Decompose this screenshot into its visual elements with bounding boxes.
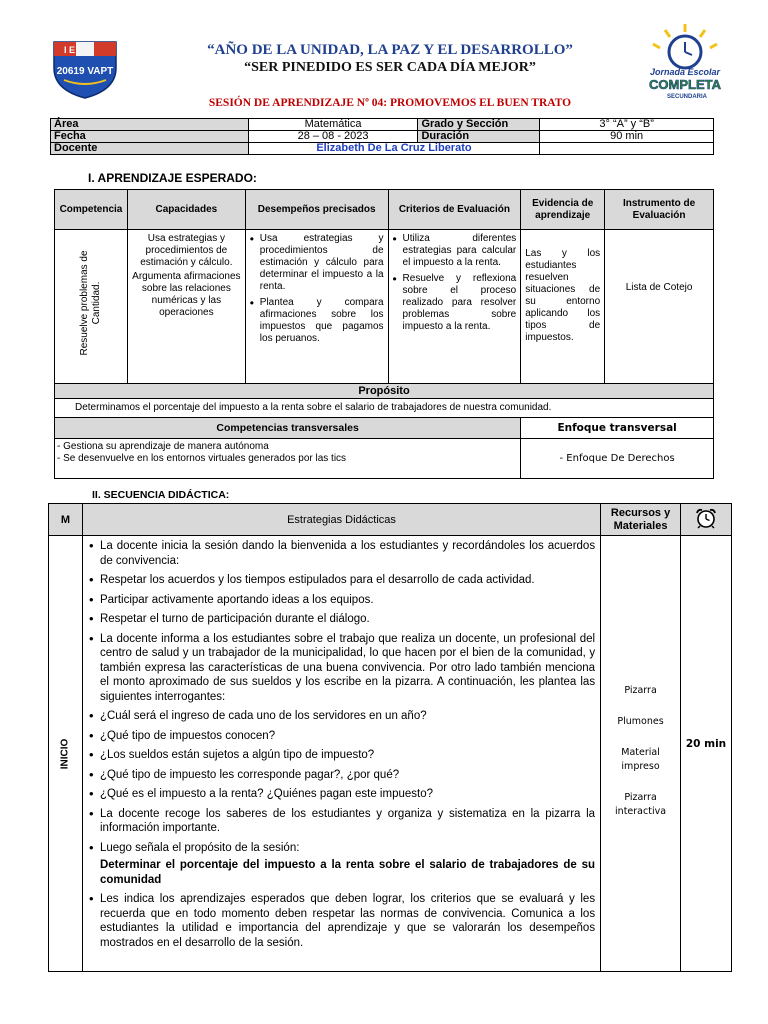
strategies-cell (82, 536, 600, 972)
col-capacidades: Capacidades (127, 190, 245, 230)
resource-item: Pizarra interactiva (615, 792, 667, 817)
strategy-item: • Participar activamente aportando ideas a los equipos. (87, 593, 595, 608)
strategy-item: • Luego señala el propósito de la sesión: (87, 841, 595, 856)
jornada-completa-logo (645, 22, 725, 100)
learning-body-row (55, 230, 714, 384)
col-criterios: Criterios de Evaluación (388, 190, 521, 230)
alarm-clock-icon (694, 507, 718, 529)
page-header (0, 0, 768, 118)
strategy-item: • ¿Los sueldos están sujetos a algún tipo de impuesto? (87, 748, 595, 763)
col-estrategias: Estrategias Didácticas (82, 504, 600, 536)
col-desempenos: Desempeños precisados (245, 190, 388, 230)
logo-line2: COMPLETA (649, 77, 721, 92)
resource-item: Pizarra (624, 685, 657, 696)
transversal-header-row (55, 418, 714, 439)
moment-cell (49, 536, 83, 972)
capacidad-item: Argumenta afirmaciones sobre las relaciones numéricas y las operaciones (132, 271, 241, 318)
strategy-item: • La docente informa a los estudiantes sobre el trabajo que realiza un docente, un profesional del centro de salud y un trabajador de la municipalidad, lo que hacen por el bien de la comunidad, y también expresa las características de una buena convivencia. Por otro lado también menciona el monto aproximado de sus sueldos y los escribe en la pizarra. A continuación, les plantea las siguientes interrogantes: (87, 632, 595, 705)
desempenos-cell (245, 230, 388, 384)
strategy-item: • Respetar el turno de participación durante el diálogo. (87, 612, 595, 627)
capacidad-item: Usa estrategias y procedimientos de estimación y cálculo. (140, 233, 233, 268)
competencia-cell (55, 230, 128, 384)
transversal-item: - Gestiona su aprendizaje de manera autónoma (57, 441, 269, 452)
learning-table (54, 189, 714, 479)
strategy-item: • Les indica los aprendizajes esperados que deben lograr, los criterios que se evaluará y les recuerda que en todo momento deben respetar las normas de convivencia. Comunica a los estudiantes la utilidad e importancia del aprendizaje y que se valorarán los desempeños mostrados en el desarrollo de la sesión. (87, 892, 595, 950)
strategy-item: • La docente inicia la sesión dando la bienvenida a los estudiantes y recordándoles los acuerdos de convivencia: (87, 539, 595, 568)
desempeno-item: • Usa estrategias y procedimientos de estimación y cálculo para determinar el impuesto a la renta. (250, 233, 384, 293)
section2-title: II. SECUENCIA DIDÁCTICA: (92, 489, 230, 501)
resources-cell (601, 536, 681, 972)
criterio-item: • Resuelve y reflexiona sobre el proceso realizado para resolver problemas sobre impuesto a la renta. (393, 273, 517, 333)
enfoque-label: Enfoque transversal (521, 418, 714, 439)
strategy-item: • Respetar los acuerdos y los tiempos estipulados para el desarrollo de cada actividad. (87, 573, 595, 588)
area-value: Matemática (248, 119, 418, 131)
grade-value: 3° “A” y “B” (540, 119, 714, 131)
transversal-body-row (55, 439, 714, 479)
teacher-name: Elizabeth De La Cruz Liberato (248, 143, 540, 155)
duration-label: Duración (418, 131, 540, 143)
session-goal: Determinar el porcentaje del impuesto a la renta sobre el salario de trabajadores de su comunidad (99, 859, 596, 886)
sequence-header-row (49, 504, 732, 536)
grade-label: Grado y Sección (418, 119, 540, 131)
session-title: SESIÓN DE APRENDIZAJE Nº 04: PROMOVEMOS EL BUEN TRATO (208, 97, 572, 109)
transversal-item: - Se desenvuelve en los entornos virtuales generados por las tics (57, 453, 347, 464)
evidencia-text: Las y los estudiantes resuelven situaciones de su entorno aplicando los tipos de impuestos. (521, 230, 605, 384)
proposito-header-row (55, 384, 714, 399)
logo-line1: Jornada Escolar (649, 67, 721, 77)
desempeno-item: • Plantea y compara afirmaciones sobre los impuestos que pagamos los peruanos. (250, 297, 384, 345)
teacher-label: Docente (51, 143, 249, 155)
motto-year: “AÑO DE LA UNIDAD, LA PAZ Y EL DESARROLLO” (207, 42, 573, 58)
info-row-area (51, 119, 714, 131)
logo-letters: I E (64, 45, 76, 55)
col-recursos: Recursos y Materiales (601, 504, 681, 536)
logo-line3: SECUNDARIA (666, 94, 708, 100)
capacidades-cell (127, 230, 245, 384)
strategy-item: • ¿Qué tipo de impuesto les corresponde pagar?, ¿por qué? (87, 768, 595, 783)
col-time (681, 504, 732, 536)
date-value: 28 – 08 - 2023 (248, 131, 418, 143)
transversales-cell (55, 439, 521, 479)
info-row-date (51, 131, 714, 143)
time-value: 20 min (681, 536, 732, 972)
sequence-table (48, 503, 732, 972)
transversales-label: Competencias transversales (55, 418, 521, 439)
enfoque-text: - Enfoque De Derechos (521, 439, 714, 479)
moment-label: INICIO (59, 738, 71, 769)
strategy-item: • ¿Qué tipo de impuestos conocen? (87, 729, 595, 744)
proposito-row (55, 399, 714, 418)
resource-item: Material impreso (621, 747, 660, 772)
duration-value: 90 min (540, 131, 714, 143)
instrumento-text: Lista de Cotejo (605, 230, 714, 384)
col-instrumento: Instrumento de Evaluación (605, 190, 714, 230)
proposito-text: Determinamos el porcentaje del impuesto a la renta sobre el salario de trabajadores de nuestra comunidad. (55, 399, 714, 418)
logo-school-code: 20619 VAPT (56, 66, 114, 77)
inicio-row (49, 536, 732, 972)
col-competencia: Competencia (55, 190, 128, 230)
date-label: Fecha (51, 131, 249, 143)
info-row-teacher (51, 143, 714, 155)
section1-title: I. APRENDIZAJE ESPERADO: (88, 171, 257, 185)
competencia-text: Resuelve problemas de Cantidad. (78, 250, 102, 356)
learning-header-row (55, 190, 714, 230)
teacher-blank (540, 143, 714, 155)
strategy-item: • ¿Qué es el impuesto a la renta? ¿Quiénes pagan este impuesto? (87, 787, 595, 802)
criterio-item: • Utiliza diferentes estrategias para calcular el impuesto a la renta. (393, 233, 517, 269)
area-label: Área (51, 119, 249, 131)
resource-item: Plumones (617, 716, 664, 727)
col-evidencia: Evidencia de aprendizaje (521, 190, 605, 230)
motto-school: “SER PINEDIDO ES SER CADA DÍA MEJOR” (244, 60, 536, 75)
strategy-item: • ¿Cuál será el ingreso de cada uno de los servidores en un año? (87, 709, 595, 724)
school-shield-logo (50, 38, 120, 100)
strategy-item: • La docente recoge los saberes de los estudiantes y organiza y sistematiza en la pizarra la información importante. (87, 807, 595, 836)
proposito-label: Propósito (55, 384, 714, 399)
col-moment: M (49, 504, 83, 536)
session-info-table (50, 118, 714, 155)
criterios-cell (388, 230, 521, 384)
